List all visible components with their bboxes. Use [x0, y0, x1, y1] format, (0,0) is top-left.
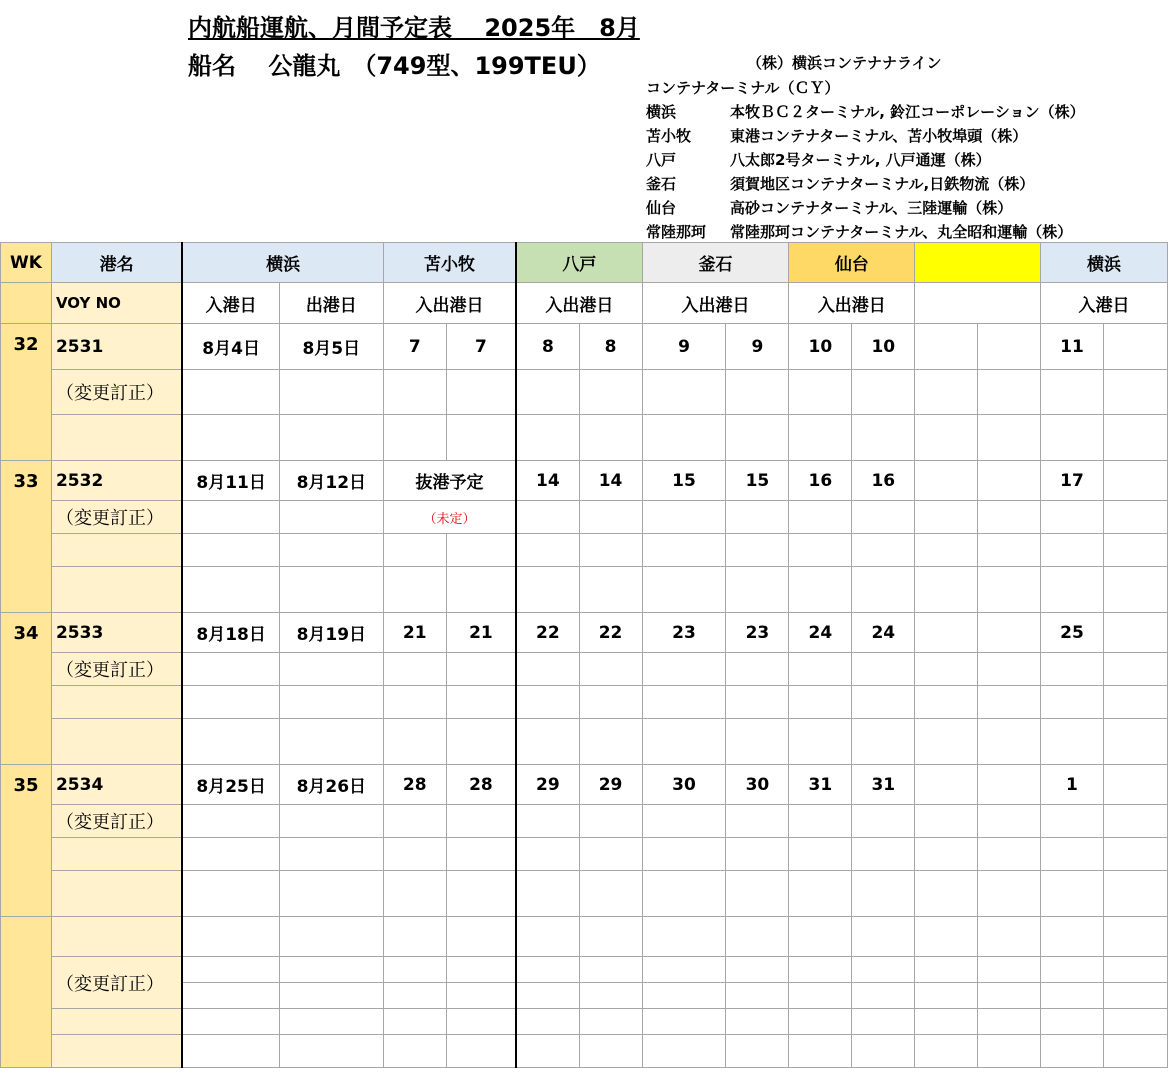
tomakomai-out: 21: [446, 613, 516, 653]
blank-cell: [1103, 324, 1167, 370]
week-number-empty: [1, 917, 52, 1068]
yokohama-return-arrival: 25: [1041, 613, 1104, 653]
blank-cell: [915, 324, 978, 370]
revision-label: （変更訂正）: [51, 957, 182, 1009]
tomakomai-out: 7: [446, 324, 516, 370]
yokohama-arrival: 8月18日: [182, 613, 279, 653]
arrival-header: 入港日: [1041, 283, 1168, 324]
kamaishi-out: 30: [726, 765, 789, 805]
week-row-empty: [1, 917, 1168, 957]
voyage-number: 2532: [51, 461, 182, 501]
inout-header: 入出港日: [642, 283, 789, 324]
voy-blank: [51, 415, 182, 461]
page-title: 内航船運航、月間予定表 2025年 8月: [188, 14, 640, 42]
terminal-port: 八戸: [646, 151, 677, 169]
terminal-port: 横浜: [646, 103, 677, 121]
blank-cell: [1103, 613, 1167, 653]
blank-cell: [978, 461, 1041, 501]
kamaishi-in: 23: [642, 613, 726, 653]
blank-row: [1, 719, 1168, 765]
wk-header: WK: [1, 243, 52, 283]
revision-row: [1, 805, 1168, 838]
revision-row: [1, 501, 1168, 534]
sendai-out: 16: [852, 461, 915, 501]
hachinohe-header: 八戸: [516, 243, 642, 283]
blank-subheader: [915, 283, 1041, 324]
blank-cell: [1103, 765, 1167, 805]
week-row: [1, 765, 1168, 805]
sendai-header: 仙台: [789, 243, 915, 283]
kamaishi-header: 釜石: [642, 243, 789, 283]
yokohama-arrival: 8月4日: [182, 324, 279, 370]
week-number: 35: [1, 765, 52, 917]
terminal-row: [646, 125, 1027, 146]
header-row: [1, 243, 1168, 283]
revision-row: [1, 370, 1168, 415]
sendai-out: 31: [852, 765, 915, 805]
blank-port-header: [915, 243, 1041, 283]
sendai-in: 10: [789, 324, 852, 370]
blank-row: [1, 567, 1168, 613]
hachinohe-out: 8: [579, 324, 642, 370]
kamaishi-out: 9: [726, 324, 789, 370]
yokohama-return-arrival: 1: [1041, 765, 1104, 805]
blank-cell: [1103, 461, 1167, 501]
tomakomai-skip: 抜港予定: [383, 461, 516, 501]
hachinohe-out: 14: [579, 461, 642, 501]
terminal-port: 苫小牧: [646, 127, 692, 145]
week-row: [1, 613, 1168, 653]
terminal-row: [646, 173, 1034, 194]
subheader-row: [1, 283, 1168, 324]
blank-row: [1, 1035, 1168, 1068]
hachinohe-out: 22: [579, 613, 642, 653]
terminal-name: 須賀地区コンテナターミナル,日鉄物流（株）: [730, 175, 1035, 193]
wk-subheader: [1, 283, 52, 324]
yokohama-header: 横浜: [182, 243, 383, 283]
terminal-name: 本牧ＢＣ２ターミナル, 鈴江コーポレーション（株）: [730, 103, 1085, 121]
revision-label: （変更訂正）: [51, 370, 182, 415]
blank-row: [1, 871, 1168, 917]
inout-header: 入出港日: [516, 283, 642, 324]
week-number: 34: [1, 613, 52, 765]
blank-cell: [915, 613, 978, 653]
sendai-in: 24: [789, 613, 852, 653]
departure-header: 出港日: [279, 283, 383, 324]
terminal-port: 釜石: [646, 175, 677, 193]
yokohama-departure: 8月26日: [279, 765, 383, 805]
company-name: （株）横浜コンテナナライン: [747, 54, 942, 72]
terminal-port: 仙台: [646, 199, 677, 217]
yokohama-departure: 8月19日: [279, 613, 383, 653]
yokohama-return-arrival: 17: [1041, 461, 1104, 501]
blank-cell: [978, 324, 1041, 370]
port-name-header: 港名: [51, 243, 182, 283]
tomakomai-in: 21: [383, 613, 446, 653]
document-header: [0, 0, 1168, 242]
revision-label: （変更訂正）: [51, 501, 182, 534]
sendai-in: 31: [789, 765, 852, 805]
revision-row: [1, 957, 1168, 983]
revision-row: [1, 653, 1168, 686]
arrival-header: 入港日: [182, 283, 279, 324]
kamaishi-in: 15: [642, 461, 726, 501]
terminal-row: [646, 101, 1085, 122]
sendai-out: 10: [852, 324, 915, 370]
blank-cell: [978, 613, 1041, 653]
tomakomai-out: 28: [446, 765, 516, 805]
week-number: 32: [1, 324, 52, 461]
blank-row: [1, 534, 1168, 567]
blank-cell: [915, 765, 978, 805]
sendai-out: 24: [852, 613, 915, 653]
undecided-note: （未定）: [383, 501, 516, 534]
terminal-row: [646, 149, 991, 170]
schedule-table: [0, 242, 1168, 1068]
kamaishi-in: 30: [642, 765, 726, 805]
terminal-name: 東港コンテナターミナル、苫小牧埠頭（株）: [730, 127, 1028, 145]
voyage-number: 2534: [51, 765, 182, 805]
week-row: [1, 461, 1168, 501]
blank-row: [1, 1009, 1168, 1035]
tomakomai-header: 苫小牧: [383, 243, 516, 283]
blank-cell: [915, 461, 978, 501]
cy-label: コンテナターミナル（ＣＹ）: [646, 79, 840, 97]
yokohama-arrival: 8月25日: [182, 765, 279, 805]
hachinohe-out: 29: [579, 765, 642, 805]
hachinohe-in: 29: [516, 765, 579, 805]
yokohama-departure: 8月12日: [279, 461, 383, 501]
inout-header: 入出港日: [789, 283, 915, 324]
yokohama-departure: 8月5日: [279, 324, 383, 370]
revision-label: （変更訂正）: [51, 805, 182, 838]
revision-label: （変更訂正）: [51, 653, 182, 686]
terminal-row: [646, 221, 1072, 242]
blank-cell: [978, 765, 1041, 805]
voyage-number: 2531: [51, 324, 182, 370]
hachinohe-in: 22: [516, 613, 579, 653]
inout-header: 入出港日: [383, 283, 516, 324]
tomakomai-in: 7: [383, 324, 446, 370]
tomakomai-in: 28: [383, 765, 446, 805]
terminal-port: 常陸那珂: [646, 223, 707, 241]
kamaishi-out: 15: [726, 461, 789, 501]
voyage-number: 2533: [51, 613, 182, 653]
week-number: 33: [1, 461, 52, 613]
terminal-name: 常陸那珂コンテナターミナル、丸全昭和運輸（株）: [730, 223, 1073, 241]
ship-name: 船名 公龍丸 （749型、199TEU）: [188, 52, 601, 80]
yokohama-return-header: 横浜: [1041, 243, 1168, 283]
terminal-name: 高砂コンテナターミナル、三陸運輸（株）: [730, 199, 1013, 217]
week-row: [1, 324, 1168, 370]
voy-no-header: VOY NO: [51, 283, 182, 324]
yokohama-return-arrival: 11: [1041, 324, 1104, 370]
hachinohe-in: 14: [516, 461, 579, 501]
kamaishi-in: 9: [642, 324, 726, 370]
terminal-name: 八太郎2号ターミナル, 八戸通運（株）: [730, 151, 991, 169]
sendai-in: 16: [789, 461, 852, 501]
yokohama-arrival: 8月11日: [182, 461, 279, 501]
blank-row: [1, 838, 1168, 871]
terminal-row: [646, 197, 1012, 218]
blank-row: [1, 686, 1168, 719]
blank-row: [1, 415, 1168, 461]
kamaishi-out: 23: [726, 613, 789, 653]
hachinohe-in: 8: [516, 324, 579, 370]
